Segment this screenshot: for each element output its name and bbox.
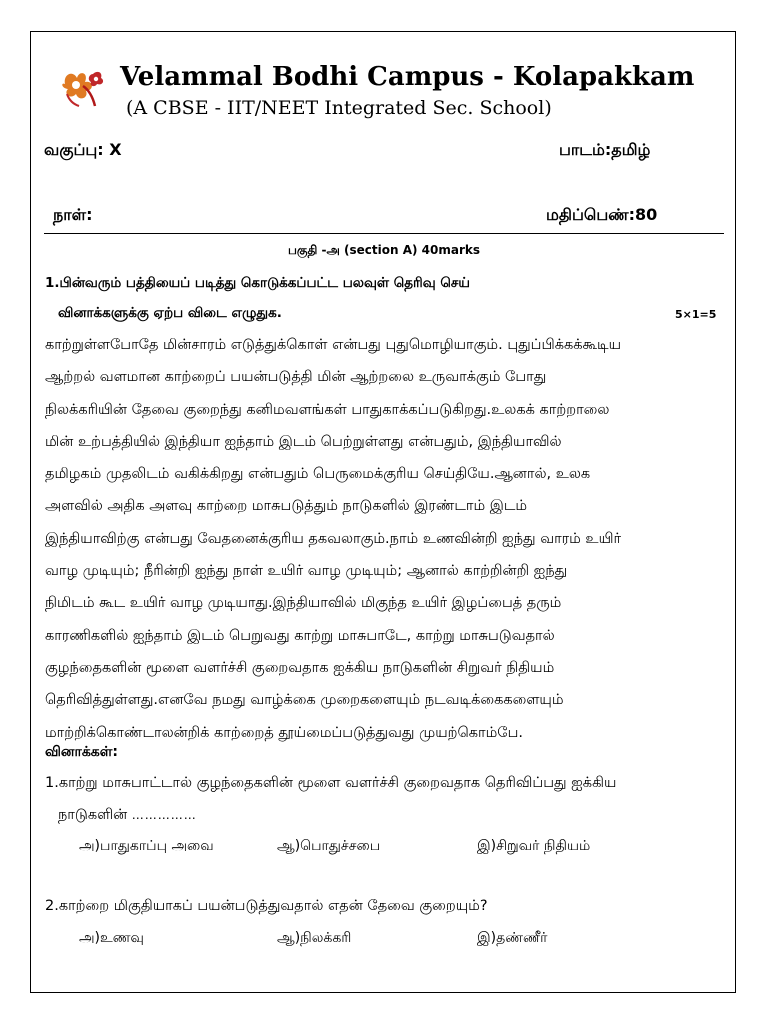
passage-line: இந்தியாவிற்கு என்பது வேதனைக்குரிய தகவலாகும்.நாம் உணவின்றி ஐந்து வாரம் உயிர் [45, 530, 622, 547]
question-2-option-c: இ)தண்ணீர் [477, 930, 548, 946]
question-2-option-b: ஆ)நிலக்கரி [277, 930, 352, 946]
class-label: வகுப்பு: X [44, 140, 122, 159]
passage-line: குழந்தைகளின் மூளை வளர்ச்சி குறைவதாக ஐக்கிய நாடுகளின் சிறுவர் நிதியம் [45, 659, 555, 676]
question-2-option-a: அ)உணவு [79, 930, 144, 946]
school-subtitle: (A CBSE - IIT/NEET Integrated Sec. School) [126, 97, 552, 119]
question1-marks: 5×1=5 [675, 308, 717, 321]
passage-line: காரணிகளில் ஐந்தாம் இடம் பெறுவது காற்று மாசுபாடே, காற்று மாசுபடுவதால் [45, 627, 555, 644]
passage-line: வாழ முடியும்; நீரின்றி ஐந்து நாள் உயிர் வாழ முடியும்; ஆனால் காற்றின்றி ஐந்து [45, 563, 568, 580]
question1-title-line2: வினாக்களுக்கு ஏற்ப விடை எழுதுக. [58, 305, 282, 321]
questions-heading: வினாக்கள்: [45, 744, 118, 760]
passage-line: தமிழகம் முதலிடம் வகிக்கிறது என்பதும் பெருமைக்குரிய செய்தியே.ஆனால், உலக [45, 466, 591, 483]
question-1-text-cont [58, 807, 197, 825]
question-2-text: 2.காற்றை மிகுதியாகப் பயன்படுத்துவதால் எதன் தேவை குறையும்? [45, 898, 488, 914]
school-logo-icon [59, 64, 109, 108]
exam-page [30, 31, 736, 993]
question-1-option-a: அ)பாதுகாப்பு அவை [79, 838, 214, 854]
passage-line: நிமிடம் கூட உயிர் வாழ முடியாது.இந்தியாவில் மிகுந்த உயிர் இழப்பைத் தரும் [45, 595, 562, 612]
reading-passage [45, 329, 725, 749]
school-name: Velammal Bodhi Campus - Kolapakkam [120, 62, 695, 92]
passage-line: மின் உற்பத்தியில் இந்தியா ஐந்தாம் இடம் பெற்றுள்ளது என்பதும், இந்தியாவில் [45, 433, 562, 450]
question-1-option-c: இ)சிறுவர் நிதியம் [477, 838, 591, 854]
date-label: நாள்: [53, 205, 93, 224]
question-1-option-b: ஆ)பொதுச்சபை [277, 838, 381, 854]
question1-title-line1: 1.பின்வரும் பத்தியைப் படித்து கொடுக்கப்பட்ட பலவுள் தெரிவு செய் [45, 275, 470, 291]
passage-line: காற்றுள்ளபோதே மின்சாரம் எடுத்துக்கொள் என்பது புதுமொழியாகும். புதுப்பிக்கக்கூடிய [45, 337, 622, 353]
subject-label: பாடம்:தமிழ் [559, 140, 651, 159]
marks-label: மதிப்பெண்:80 [546, 205, 658, 224]
answer-blank: …………… [131, 808, 197, 822]
header-divider [44, 233, 724, 234]
question-1-text-cont-label: நாடுகளின் [58, 807, 128, 823]
passage-line: அளவில் அதிக அளவு காற்றை மாசுபடுத்தும் நாடுகளில் இரண்டாம் இடம் [45, 498, 528, 515]
passage-line: மாற்றிக்கொண்டாலன்றிக் காற்றைத் தூய்மைப்படுத்துவது முயற்கொம்பே. [45, 724, 523, 741]
passage-line: நிலக்கரியின் தேவை குறைந்து கனிமவளங்கள் பாதுகாக்கப்படுகிறது.உலகக் காற்றாலை [45, 401, 610, 418]
question-1-text: 1.காற்று மாசுபாட்டால் குழந்தைகளின் மூளை வளர்ச்சி குறைவதாக தெரிவிப்பது ஐக்கிய [45, 775, 617, 791]
section-title: பகுதி -அ (section A) 40marks [287, 243, 480, 257]
passage-line: தெரிவித்துள்ளது.எனவே நமது வாழ்க்கை முறைகளையும் நடவடிக்கைகளையும் [45, 692, 564, 709]
passage-line: ஆற்றல் வளமான காற்றைப் பயன்படுத்தி மின் ஆற்றலை உருவாக்கும் போது [45, 369, 547, 386]
